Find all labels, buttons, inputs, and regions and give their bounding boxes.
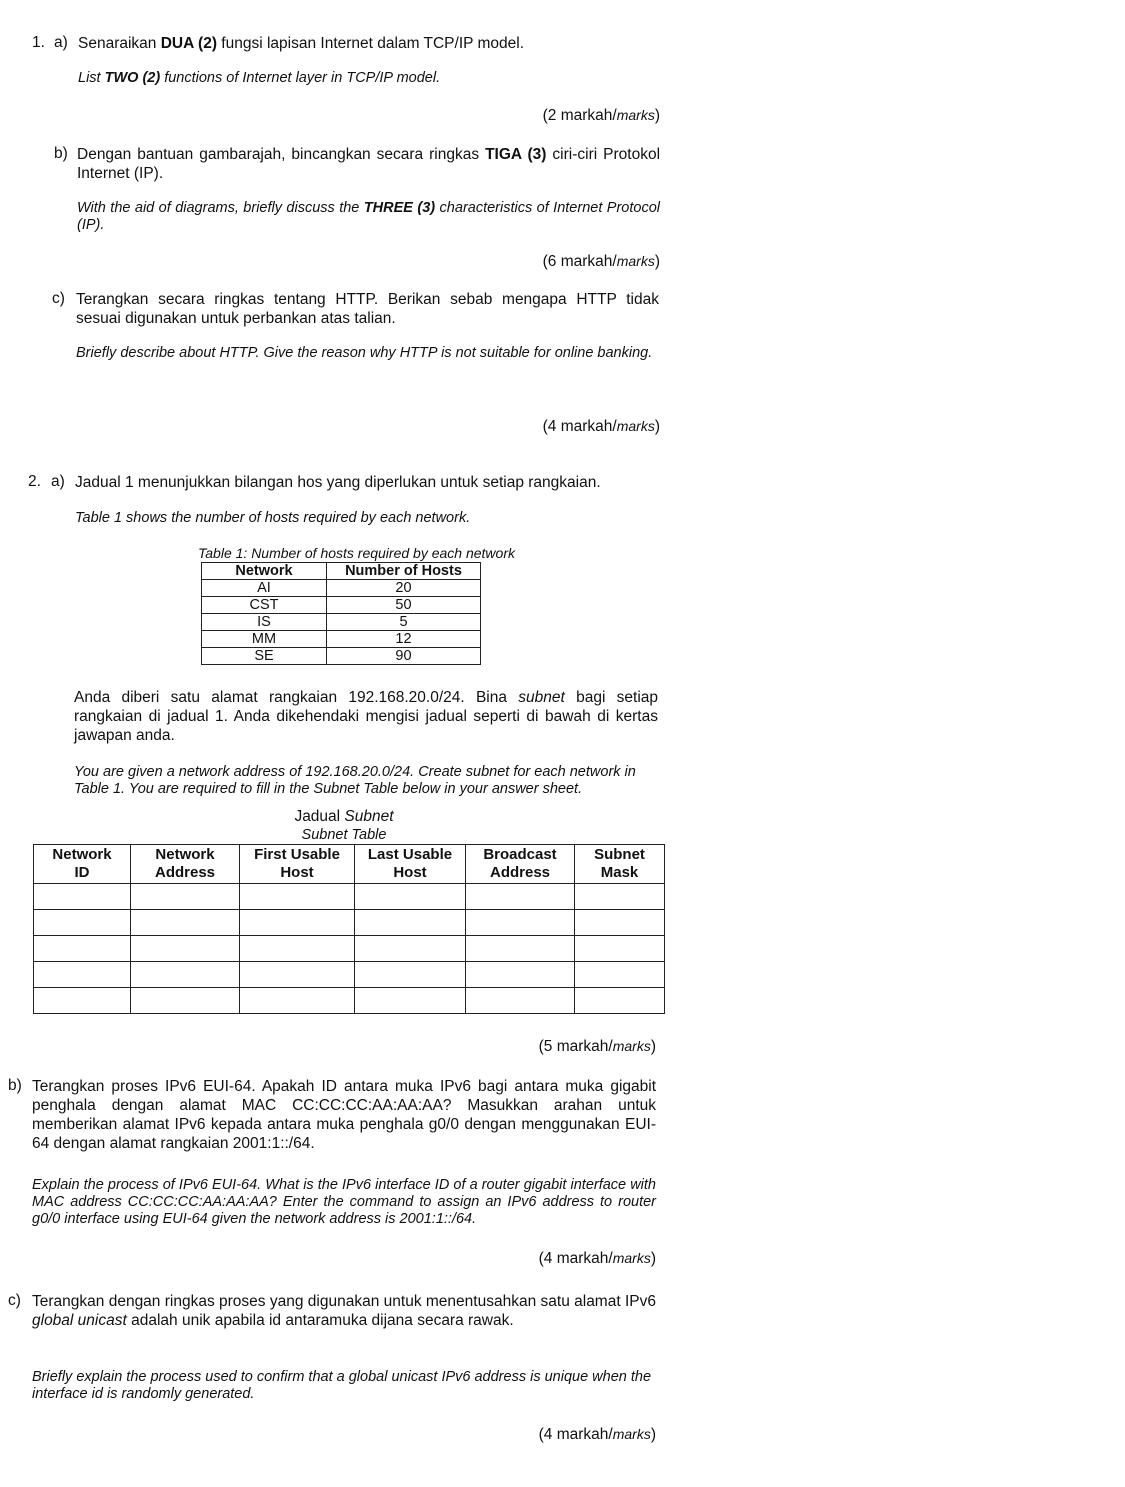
- empty-cell: [131, 988, 240, 1014]
- empty-cell: [355, 910, 466, 936]
- table1-cell: AI: [202, 580, 327, 597]
- q1b-english-text: With the aid of diagrams, briefly discuss the THREE (3) characteristics of Internet Protocol (IP).: [77, 200, 660, 233]
- q2b-marks: (4 markah/marks): [538, 1250, 656, 1267]
- empty-cell: [575, 988, 665, 1014]
- empty-cell: [355, 936, 466, 962]
- q1a-malay-text: Senaraikan DUA (2) fungsi lapisan Internet dalam TCP/IP model.: [78, 35, 525, 52]
- table1-header-network: Network: [202, 563, 327, 580]
- table1-cell: IS: [202, 614, 327, 631]
- table1-cell: 90: [327, 648, 481, 665]
- q2a-malay-text: Jadual 1 menunjukkan bilangan hos yang diperlukan untuk setiap rangkaian.: [75, 474, 601, 491]
- table-row: [202, 631, 481, 648]
- empty-cell: [575, 962, 665, 988]
- subnet-header-mask: Subnet Mask: [575, 845, 665, 884]
- q1b-malay-text: Dengan bantuan gambarajah, bincangkan secara ringkas TIGA (3) ciri-ciri Protokol Internet (IP).: [77, 146, 661, 182]
- empty-cell: [131, 936, 240, 962]
- empty-cell: [240, 884, 355, 910]
- subnet-header-first-host: First Usable Host: [240, 845, 355, 884]
- empty-cell: [34, 988, 131, 1014]
- q1b-label: b): [54, 145, 68, 162]
- q1b-marks: (6 markah/marks): [542, 253, 660, 270]
- empty-cell: [466, 962, 575, 988]
- empty-cell: [240, 988, 355, 1014]
- table-row: [202, 648, 481, 665]
- q2a-label: a): [51, 473, 65, 490]
- empty-cell: [131, 884, 240, 910]
- q2b-label: b): [8, 1077, 22, 1094]
- empty-cell: [34, 884, 131, 910]
- empty-cell: [34, 962, 131, 988]
- empty-cell: [240, 936, 355, 962]
- empty-cell: [34, 936, 131, 962]
- table-row: [34, 910, 665, 936]
- q2a-marks: (5 markah/marks): [538, 1038, 656, 1055]
- subnet-table-title-english: Subnet Table: [301, 827, 387, 843]
- table1: [201, 562, 481, 665]
- q2c-english-text: Briefly explain the process used to confirm that a global unicast IPv6 address is unique when the interface id is randomly generated.: [32, 1369, 652, 1402]
- q2c-marks: (4 markah/marks): [538, 1426, 656, 1443]
- q1-number: 1.: [32, 34, 45, 51]
- table1-cell: 50: [327, 597, 481, 614]
- empty-cell: [575, 910, 665, 936]
- empty-cell: [466, 910, 575, 936]
- table-row: [34, 884, 665, 910]
- q2b-english-text: Explain the process of IPv6 EUI-64. What is the IPv6 interface ID of a router gigabit interface with MAC address CC:CC:CC:AA:AA:AA? Enter the command to assign an IPv6 address to router g0/0 interface using EUI-64 given the network address is 2001:1::/64.: [32, 1177, 656, 1227]
- q2a-malay-instruction: Anda diberi satu alamat rangkaian 192.168.20.0/24. Bina subnet bagi setiap rangkaian di jadual 1. Anda dikehendaki mengisi jadual seperti di bawah di kertas jawapan anda.: [74, 689, 659, 744]
- empty-cell: [355, 884, 466, 910]
- empty-cell: [131, 962, 240, 988]
- q2-number: 2.: [28, 473, 41, 490]
- q1c-label: c): [52, 290, 65, 307]
- q2b-malay-text: Terangkan proses IPv6 EUI-64. Apakah ID antara muka IPv6 bagi antara muka gigabit penghala dengan alamat MAC CC:CC:CC:AA:AA:AA? Masukkan arahan untuk memberikan alamat IPv6 kepada antara muka penghala g0/0 dengan menggunakan EUI-64 dengan alamat rangkaian 2001:1::/64.: [32, 1078, 656, 1152]
- table-row: [202, 614, 481, 631]
- subnet-header-network-id: Network ID: [34, 845, 131, 884]
- empty-cell: [34, 910, 131, 936]
- empty-cell: [575, 884, 665, 910]
- q1a-label: a): [54, 34, 68, 51]
- q1c-marks: (4 markah/marks): [542, 418, 660, 435]
- subnet-table: [33, 844, 665, 1014]
- q1a-english-text: List TWO (2) functions of Internet layer in TCP/IP model.: [78, 70, 441, 86]
- empty-cell: [466, 988, 575, 1014]
- empty-cell: [240, 910, 355, 936]
- table-row: [34, 988, 665, 1014]
- table1-header-hosts: Number of Hosts: [327, 563, 481, 580]
- table1-cell: SE: [202, 648, 327, 665]
- subnet-header-broadcast: Broadcast Address: [466, 845, 575, 884]
- q2c-malay-text: Terangkan dengan ringkas proses yang digunakan untuk menentusahkan satu alamat IPv6 global unicast adalah unik apabila id antaramuka dijana secara rawak.: [32, 1293, 656, 1329]
- q1c-english-text: Briefly describe about HTTP. Give the reason why HTTP is not suitable for online banking.: [76, 345, 653, 361]
- table1-cell: CST: [202, 597, 327, 614]
- empty-cell: [575, 936, 665, 962]
- q2a-english-text: Table 1 shows the number of hosts required by each network.: [75, 510, 471, 526]
- table1-cell: 12: [327, 631, 481, 648]
- q1c-malay-text: Terangkan secara ringkas tentang HTTP. Berikan sebab mengapa HTTP tidak sesuai digunakan untuk perbankan atas talian.: [76, 291, 659, 327]
- table-row: [34, 962, 665, 988]
- subnet-header-network-address: Network Address: [131, 845, 240, 884]
- subnet-header-last-host: Last Usable Host: [355, 845, 466, 884]
- empty-cell: [355, 962, 466, 988]
- q2c-label: c): [8, 1292, 21, 1309]
- empty-cell: [466, 884, 575, 910]
- table-row: [202, 580, 481, 597]
- empty-cell: [355, 988, 466, 1014]
- empty-cell: [466, 936, 575, 962]
- table1-cell: 20: [327, 580, 481, 597]
- empty-cell: [131, 910, 240, 936]
- q1a-marks: (2 markah/marks): [542, 107, 660, 124]
- table1-cell: 5: [327, 614, 481, 631]
- table1-cell: MM: [202, 631, 327, 648]
- table-row: [34, 936, 665, 962]
- q2a-english-instruction: You are given a network address of 192.168.20.0/24. Create subnet for each network in Table 1. You are required to fill in the Subnet Table below in your answer sheet.: [74, 764, 636, 797]
- subnet-table-title-malay: Jadual Subnet: [294, 808, 394, 825]
- table-row: [202, 597, 481, 614]
- table1-caption: Table 1: Number of hosts required by each network: [198, 545, 515, 561]
- empty-cell: [240, 962, 355, 988]
